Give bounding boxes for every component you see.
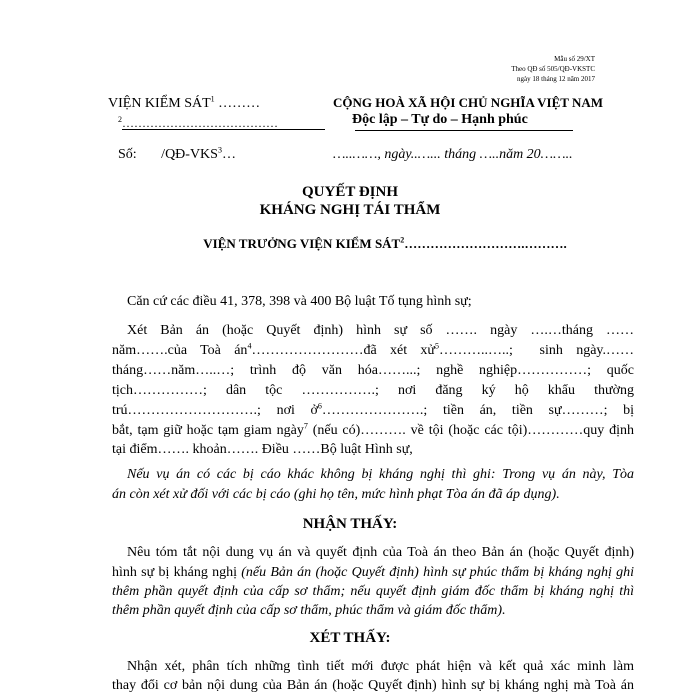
other-defendants-line-1: Nếu vụ án có các bị cáo khác không bị kháng nghị thì ghi: Trong vụ án này, Tòa: [127, 467, 634, 482]
findings-heading: NHẬN THẤY:: [302, 516, 398, 532]
findings-line-3: thêm phần quyết định của cấp sơ thẩm; nếu quyết định giám đốc thẩm bị kháng nghị thì: [112, 584, 634, 599]
document-title: QUYẾT ĐỊNH: [302, 184, 398, 200]
decision-number: Số: /QĐ-VKS$^3$…: [118, 145, 236, 162]
findings-line-2: [112, 565, 634, 581]
findings-line-2-italic: (nếu Bản án (hoặc Quyết định) hình sự phúc thẩm bị kháng nghị ghi: [241, 565, 634, 580]
findings-line-2-normal: hình sự bị kháng nghị: [112, 565, 242, 580]
place-date: …..……, ngày..…... tháng …..năm 20……..: [333, 147, 573, 162]
issuer-title: VIỆN TRƯỞNG VIỆN KIỂM SÁT$^2$……………………….……….: [203, 235, 567, 251]
review-line-4: tịch……………; dân tộc …………….; nơi đăng ký hộ khẩu thường: [112, 383, 634, 398]
review-line-5: trú……………………….; nơi ở$^6$………………….; tiền án, tiền sự………; bị: [112, 401, 635, 418]
review-line-1: Xét Bản án (hoặc Quyết định) hình sự số ……. ngày ….…tháng ……: [127, 323, 634, 338]
motto-underline: [355, 130, 573, 131]
findings-line-4: thêm phần quyết định của cấp sơ thẩm, phúc thẩm và giám đốc thẩm).: [112, 603, 506, 618]
review-line-3: tháng……năm…..…; trình độ văn hóa……...; nghề nghiệp……………; quốc: [112, 363, 634, 378]
form-code: Mẫu số 29/XT: [554, 55, 595, 63]
nation-name: CỘNG HOÀ XÃ HỘI CHỦ NGHĨA VIỆT NAM: [333, 95, 604, 110]
considers-heading: XÉT THẤY:: [309, 630, 391, 646]
considers-line-2: thay đổi cơ bản nội dung của Bản án (hoặc Quyết định) hình sự bị kháng nghị mà Toà án: [112, 678, 634, 693]
review-line-6: bắt, tạm giữ hoặc tạm giam ngày$^7$ (nếu có)………. về tội (hoặc các tội)…………quy định: [112, 421, 634, 438]
national-motto: Độc lập – Tự do – Hạnh phúc: [352, 112, 528, 127]
review-line-7: tại điểm……. khoản……. Điều ……Bộ luật Hình sự,: [112, 442, 413, 457]
document-subtitle: KHÁNG NGHỊ TÁI THẨM: [259, 202, 441, 218]
agency-underline: [122, 129, 325, 130]
considers-line-1: Nhận xét, phân tích những tình tiết mới được phát hiện và kết quả xác minh làm: [127, 659, 634, 674]
form-basis: Theo QĐ số 505/QĐ-VKSTC: [511, 65, 595, 73]
agency-name: VIỆN KIỂM SÁT$^1$ ………: [108, 94, 261, 111]
form-date: ngày 18 tháng 12 năm 2017: [517, 75, 595, 83]
findings-line-1: Nêu tóm tắt nội dung vụ án và quyết định của Toà án theo Bản án (hoặc Quyết định): [127, 545, 634, 560]
agency-subunit: $^2$…………………………………: [118, 115, 278, 130]
other-defendants-line-2: án còn xét xử đối với các bị cáo (ghi họ tên, mức hình phạt Tòa án đã áp dụng).: [112, 487, 560, 502]
review-line-2: năm…….của Toà $án^4\dots\dots\dots\dots\dots\dots\dots\dots đã$ xét xử$^5$………..…..; sinh ngày.……: [112, 341, 635, 358]
legal-basis: Căn cứ các điều 41, 378, 398 và 400 Bộ luật Tố tụng hình sự;: [127, 294, 472, 309]
